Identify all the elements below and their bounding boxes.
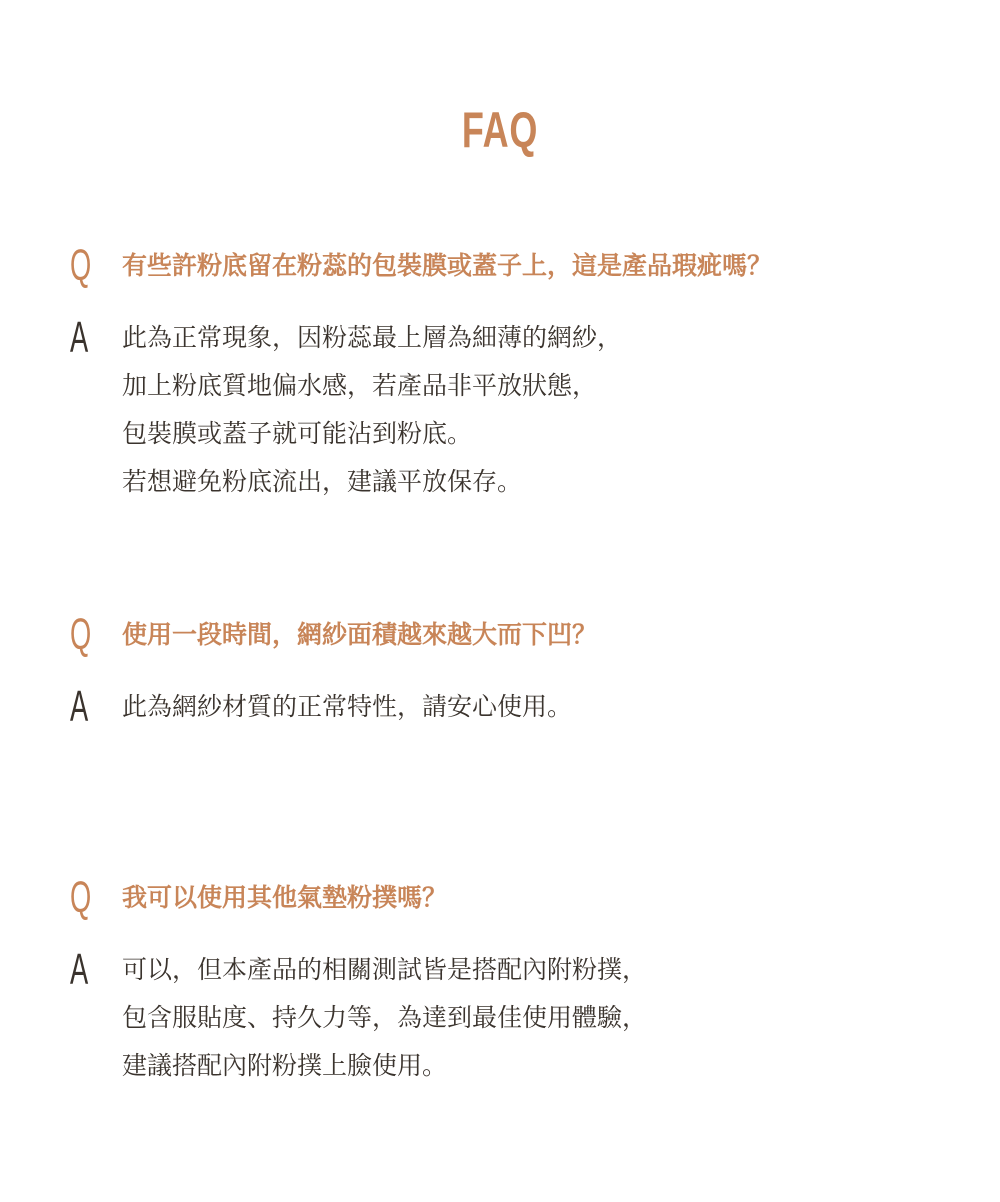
a-label: A <box>70 313 89 362</box>
faq-answer-line: 可以，但本產品的相關測試皆是搭配內附粉撲， <box>122 955 648 984</box>
faq-answer-line: 若想避免粉底流出，建議平放保存。 <box>122 467 523 496</box>
faq-answer-line: 此為網紗材質的正常特性，請安心使用。 <box>122 692 573 721</box>
faq-question: 我可以使用其他氣墊粉撲嗎？ <box>122 883 448 912</box>
faq-item-1 <box>70 242 950 506</box>
faq-question: 使用一段時間，網紗面積越來越大而下凹？ <box>122 620 598 649</box>
faq-item-2 <box>70 611 950 731</box>
faq-answer-row <box>70 946 950 1090</box>
faq-answer-line: 包裝膜或蓋子就可能沾到粉底。 <box>122 419 473 448</box>
faq-question: 有些許粉底留在粉蕊的包裝膜或蓋子上，這是產品瑕疵嗎？ <box>122 251 773 280</box>
faq-question-row <box>70 874 950 922</box>
faq-answer-row <box>70 683 950 731</box>
faq-answer-line: 包含服貼度、持久力等，為達到最佳使用體驗， <box>122 1003 648 1032</box>
faq-question-row <box>70 611 950 659</box>
faq-answer-row <box>70 314 950 506</box>
a-label: A <box>70 945 89 994</box>
q-label: Q <box>70 873 92 922</box>
faq-item-3 <box>70 874 950 1090</box>
faq-answer-line: 建議搭配內附粉撲上臉使用。 <box>122 1051 448 1080</box>
q-label: Q <box>70 610 92 659</box>
faq-question-row <box>70 242 950 290</box>
page-title: FAQ <box>461 102 539 158</box>
a-label: A <box>70 682 89 731</box>
q-label: Q <box>70 241 92 290</box>
faq-answer-line: 加上粉底質地偏水感，若產品非平放狀態， <box>122 371 598 400</box>
faq-answer-line: 此為正常現象，因粉蕊最上層為細薄的網紗， <box>122 323 623 352</box>
